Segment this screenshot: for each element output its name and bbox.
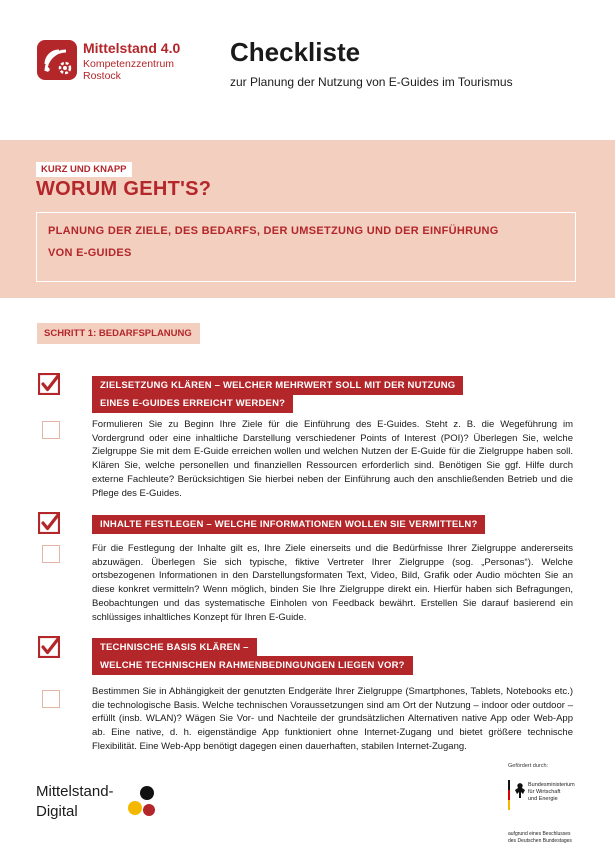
logo-sub-line-1: Kompetenzzentrum: [83, 58, 175, 70]
logo-title: Mittelstand 4.0: [83, 40, 181, 56]
bmwi-text: [528, 782, 575, 803]
intro-kicker: KURZ UND KNAPP: [36, 162, 132, 177]
sponsor-label: Gefördert durch:: [508, 763, 549, 769]
item-3-banner-line-1: TECHNISCHE BASIS KLÄREN –: [92, 638, 257, 657]
checked-checkbox-icon[interactable]: [38, 373, 60, 395]
step-label: SCHRITT 1: BEDARFSPLANUNG: [37, 323, 200, 344]
mittelstand-digital-logo-text: [36, 782, 114, 822]
item-1-text: Formulieren Sie zu Beginn Ihre Ziele für die Einführung des E-Guides. Steht z. B. die Wegeführung im Vordergrund oder eine inhaltliche Darstellung verschiedener Points of Interest (POI)? Überlegen Sie, welche Zielgruppe Sie mit dem E-Guide erreichen wollen und welchen Nutzen der E-Guide für die Zielgruppe haben soll. Klären Sie, welche personellen und finanziellen Ressourcen erforderlich sind. Benötigen Sie ggf. Hilfe durch externe Fachleute? Berücksichtigen Sie hierbei neben der Einführung auch den anschließenden Betrieb und die Pflege des E-Guides.: [92, 419, 573, 499]
md-line-2: Digital: [36, 803, 78, 820]
intro-box-line-2: VON E-GUIDES: [48, 247, 132, 259]
checked-checkbox-icon[interactable]: [38, 512, 60, 534]
item-3-text: Bestimmen Sie in Abhängigkeit der genutzten Endgeräte Ihrer Zielgruppe (Smartphones, Tablets, Notebooks etc.) die technologische Basis. Welche technischen Voraussetzungen sind am Ort der Nutzung – indoor oder outdoor – erfüllt (insb. WLAN)? Wägen Sie Vor- und Nachteile der grundsätzlichen Alternativen native App oder Web-App ab. Eine native, d. h. eigenständige App funktioniert ohne Internet-Zugang und bietet größere technische Flexibilität. Eine Web-App benötigt dagegen einen dauerhaften, stabilen Internet-Zugang.: [92, 686, 573, 752]
empty-checkbox[interactable]: [42, 545, 60, 563]
bmwi-line-3: und Energie: [528, 796, 558, 802]
md-line-1: Mittelstand-: [36, 783, 114, 800]
empty-checkbox[interactable]: [42, 421, 60, 439]
empty-checkbox[interactable]: [42, 690, 60, 708]
checked-checkbox-icon[interactable]: [38, 636, 60, 658]
bmwi-line-2: für Wirtschaft: [528, 789, 561, 795]
intro-box-text: [48, 220, 568, 264]
beschluss-text: [508, 831, 572, 845]
beschluss-line-1: aufgrund eines Beschlusses: [508, 831, 571, 837]
intro-title: WORUM GEHT'S?: [36, 178, 212, 200]
item-2-text: Für die Festlegung der Inhalte gilt es, Ihre Ziele einerseits und die Bedürfnisse Ihrer Zielgruppe andererseits abzuwägen. Überlegen Sie sich typische, fiktive Vertreter Ihrer Zielgruppe (sog. „Personas“). Welche ortsbezogenen Informationen in den Darstellungsformaten Text, Video, Bild, Grafik oder Audio möchten Sie an diese konkret vermitteln? Wenn möglich, binden Sie Ihre Zielgruppe direkt ein. Hierfür haben sich Befragungen, Beobachtungen und das systematische Einholen von Feedback bewährt. Erstellen Sie darauf basierend ein schlüssiges inhaltliches Konzept für Ihren E-Guide.: [92, 543, 573, 623]
logo-subtitle: [83, 58, 174, 82]
page-subtitle: zur Planung der Nutzung von E-Guides im Tourismus: [230, 75, 513, 89]
intro-box-line-1: PLANUNG DER ZIELE, DES BEDARFS, DER UMSETZUNG UND DER EINFÜHRUNG: [48, 225, 499, 237]
beschluss-line-2: des Deutschen Bundestages: [508, 838, 572, 844]
item-1-banner-line-1: ZIELSETZUNG KLÄREN – WELCHER MEHRWERT SOLL MIT DER NUTZUNG: [92, 376, 463, 395]
bmwi-line-1: Bundesministerium: [528, 782, 575, 788]
mittelstand-digital-dots-icon: [126, 784, 160, 818]
item-2-banner-line-1: INHALTE FESTLEGEN – WELCHE INFORMATIONEN WOLLEN SIE VERMITTELN?: [92, 515, 485, 534]
item-1-banner-line-2: EINES E-GUIDES ERREICHT WERDEN?: [92, 394, 293, 413]
page-title: Checkliste: [230, 37, 361, 67]
item-3-banner-line-2: WELCHE TECHNISCHEN RAHMENBEDINGUNGEN LIEGEN VOR?: [92, 656, 413, 675]
mittelstand-logo-icon: [37, 40, 77, 80]
logo-sub-line-2: Rostock: [83, 70, 121, 82]
